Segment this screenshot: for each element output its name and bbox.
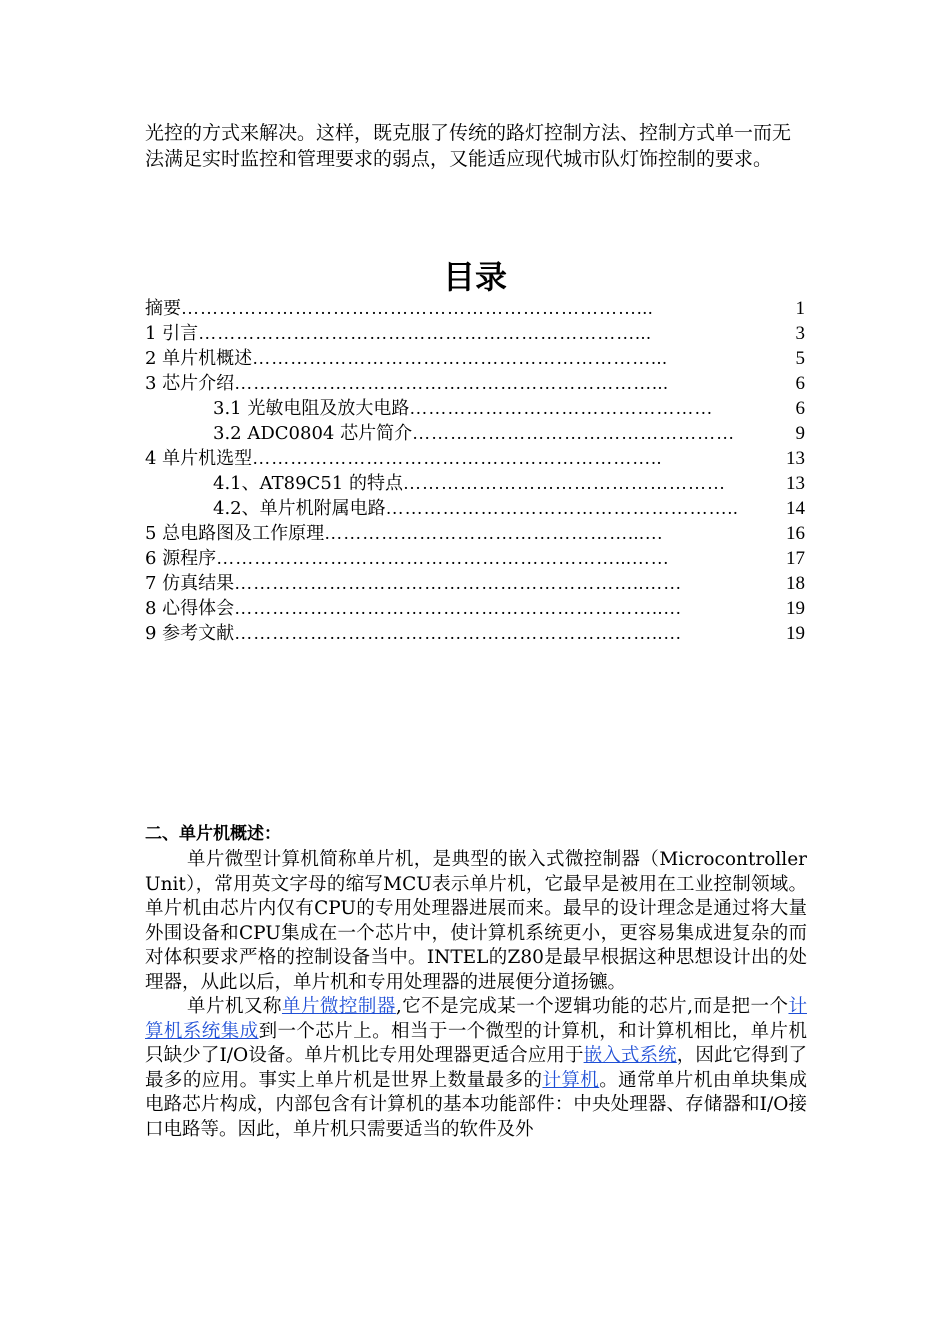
toc-leader-dots: …………………………………………………………... <box>234 373 669 393</box>
text-run: ,它不是完成某一个逻辑功能的芯片,而是把一个 <box>395 996 789 1017</box>
toc-entry[interactable] <box>145 346 805 371</box>
toc-entry[interactable] <box>145 546 805 571</box>
toc-page-number: 17 <box>786 548 805 569</box>
text-run: 到一个芯片上。相当于一个微型的计算机，和计算机相比，单片机只缺少了I/O设备。单片机比专用处理器更适合应用于 <box>145 1020 807 1066</box>
toc-leader-dots: ………………………………………………………..…… <box>234 573 683 593</box>
toc-entry[interactable] <box>145 596 805 621</box>
toc-entry-label: 6 源程序 <box>145 548 217 569</box>
toc-page-number: 5 <box>795 348 805 369</box>
toc-page-number: 3 <box>795 323 805 344</box>
toc-leader-dots: ………………………………………………………... <box>252 348 668 368</box>
toc-leader-dots: ………………………………………… <box>409 398 714 418</box>
toc-entry-label: 8 心得体会 <box>145 598 235 619</box>
toc-leader-dots: ………………………………………………………...…… <box>216 548 670 568</box>
toc-page-number: 1 <box>795 298 805 319</box>
toc-page-number: 19 <box>786 598 805 619</box>
toc-page-number: 6 <box>795 373 805 394</box>
toc-entry-label: 4.2、单片机附属电路 <box>213 498 386 519</box>
link-computer[interactable]: 计算机 <box>542 1069 600 1091</box>
toc-entry[interactable] <box>145 571 805 596</box>
toc-leader-dots: ……………………………………………………………... <box>198 323 652 343</box>
toc-entry-label: 3 芯片介绍 <box>145 373 235 394</box>
link-microcontroller[interactable]: 单片微控制器 <box>281 996 396 1017</box>
toc-page-number: 14 <box>786 498 805 519</box>
toc-entry-label: 3.2 ADC0804 芯片简介 <box>213 423 413 444</box>
toc-leader-dots: …………………………………………… <box>402 473 726 493</box>
table-of-contents <box>145 296 805 646</box>
toc-entry[interactable] <box>145 621 805 646</box>
toc-subentry[interactable] <box>145 471 805 496</box>
toc-entry-label: 4 单片机选型 <box>145 448 253 469</box>
toc-entry[interactable] <box>145 521 805 546</box>
toc-leader-dots: ……………………………………………….. <box>385 498 739 518</box>
toc-entry[interactable] <box>145 321 805 346</box>
toc-subentry[interactable] <box>145 396 805 421</box>
toc-leader-dots: ………………………………………………………………... <box>181 298 654 318</box>
toc-entry-label: 4.1、AT89C51 的特点 <box>213 473 403 494</box>
toc-title: 目录 <box>442 258 507 296</box>
toc-entry-label: 3.1 光敏电阻及放大电路 <box>213 398 410 419</box>
toc-subentry[interactable] <box>145 421 805 446</box>
toc-leader-dots: …………………………………………………………..… <box>234 623 683 643</box>
toc-entry-label: 9 参考文献 <box>145 623 235 644</box>
toc-entry[interactable] <box>145 296 805 321</box>
toc-leader-dots: …………………………………………………………..… <box>234 598 683 618</box>
intro-paragraph: 光控的方式来解决。这样，既克服了传统的路灯控制方法、控制方式单一而无法满足实时监控和管理要求的弱点，又能适应现代城市队灯饰控制的要求。 <box>145 122 792 170</box>
toc-page-number: 13 <box>786 448 805 469</box>
body-paragraph <box>145 995 807 1142</box>
toc-leader-dots: …………………………………………… <box>412 423 736 443</box>
toc-subentry[interactable] <box>145 496 805 521</box>
toc-entry-label: 2 单片机概述 <box>145 348 253 369</box>
toc-page-number: 9 <box>795 423 805 444</box>
toc-entry-label: 5 总电路图及工作原理 <box>145 523 325 544</box>
section-mcu-overview <box>145 822 807 1142</box>
toc-leader-dots: ……………………………………………………….. <box>252 448 663 468</box>
toc-entry-label: 7 仿真结果 <box>145 573 235 594</box>
toc-page-number: 16 <box>786 523 805 544</box>
text-run: 单片机又称 <box>187 996 282 1017</box>
text-run: ，因此它得到了最多的应用。事实上单片机是世界上数量最多的 <box>145 1045 807 1091</box>
toc-entry-label: 摘要 <box>145 298 181 319</box>
section-heading: 二、单片机概述： <box>145 824 281 844</box>
link-embedded-system[interactable]: 嵌入式系统 <box>583 1045 677 1066</box>
link-computer-system-integration[interactable]: 计算机系统集成 <box>145 996 807 1042</box>
toc-page-number: 6 <box>795 398 805 419</box>
text-run: 。通常单片机由单块集成电路芯片构成，内部包含有计算机的基本功能部件：中央处理器、存储器和I/O接口电路等。因此，单片机只需要适当的软件及外 <box>145 1069 807 1140</box>
toc-page-number: 18 <box>786 573 805 594</box>
toc-leader-dots: …………………………………………...… <box>324 523 664 543</box>
body-paragraph: 单片微型计算机简称单片机，是典型的嵌入式微控制器（Microcontroller Unit），常用英文字母的缩写MCU表示单片机，它最早是被用在工业控制领域。单片机由芯片内仅有CPU的专用处理器进展而来。最早的设计理念是通过将大量外围设备和CPU集成在一个芯片中，使计算机系统更小，更容易集成进复杂的而对体积要求严格的控制设备当中。INTEL的Z80是最早根据这种思想设计出的处理器，从此以后，单片机和专用处理器的进展便分道扬镳。 <box>145 849 807 993</box>
toc-entry[interactable] <box>145 371 805 396</box>
toc-page-number: 13 <box>786 473 805 494</box>
toc-entry[interactable] <box>145 446 805 471</box>
toc-entry-label: 1 引言 <box>145 323 199 344</box>
toc-page-number: 19 <box>786 623 805 644</box>
